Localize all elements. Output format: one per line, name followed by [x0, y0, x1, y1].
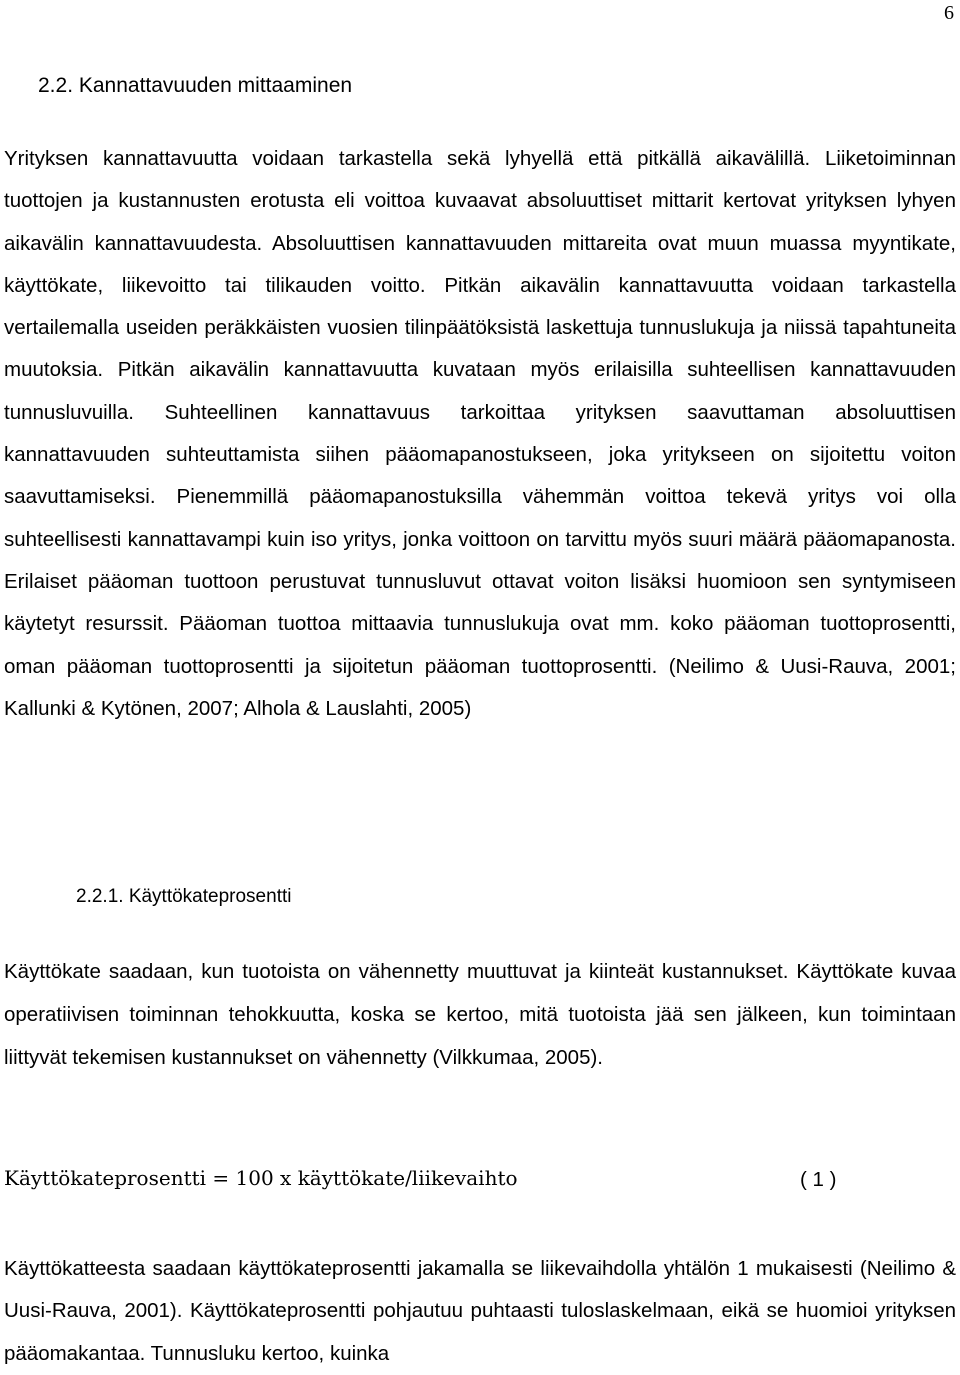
formula-number: ( 1 ) [800, 1168, 837, 1191]
section-paragraph: Yrityksen kannattavuutta voidaan tarkastella sekä lyhyellä että pitkällä aikavälillä. Liiketoiminnan tuottojen ja kustannusten erotusta eli voittoa kuvaavat absoluuttiset mittarit kertovat yrityksen lyhyen aikavälin kannattavuudesta. Absoluuttisen kannattavuuden mittareita ovat muun muassa myyntikate, käyttökate, liikevoitto tai tilikauden voitto. Pitkän aikavälin kannattavuutta voidaan tarkastella vertailemalla useiden peräkkäisten vuosien tilinpäätöksistä laskettuja tunnuslukuja ja niissä tapahtuneita muutoksia. Pitkän aikavälin kannattavuutta kuvataan myös erilaisilla suhteellisen kannattavuuden tunnusluvuilla. Suhteellinen kannattavuus tarkoittaa yrityksen saavuttaman absoluuttisen kannattavuuden suhteuttamista siihen pääomapanostukseen, joka yritykseen on sijoitettu voiton saavuttamiseksi. Pienemmillä pääomapanostuksilla vähemmän voittoa tekevä yritys voi olla suhteellisesti kannattavampi kuin iso yritys, jonka voittoon on tarvittu myös suuri määrä pääomapanosta. Erilaiset pääoman tuottoon perustuvat tunnusluvut ottavat voiton lisäksi huomioon sen syntymiseen käytetyt resurssit. Pääoman tuottoa mittaavia tunnuslukuja ovat mm. koko pääoman tuottoprosentti, oman pääoman tuottoprosentti ja sijoitetun pääoman tuottoprosentti. (Neilimo & Uusi-Rauva, 2001; Kallunki & Kytönen, 2007; Alhola & Lauslahti, 2005) [4, 147, 956, 720]
page-number: 6 [944, 2, 954, 24]
formula: Käyttökateprosentti = 100 x käyttökate/liikevaihto [4, 1166, 518, 1190]
subsection-heading: 2.2.1. Käyttökateprosentti [76, 886, 292, 907]
subsection-paragraph-1: Käyttökate saadaan, kun tuotoista on vähennetty muuttuvat ja kiinteät kustannukset. Käyttökate kuvaa operatiivisen toiminnan tehokkuutta, koska se kertoo, mitä tuotoista jää sen jälkeen, kun toimintaan liittyvät tekemisen kustannukset on vähennetty (Vilkkumaa, 2005). [4, 960, 956, 1069]
section-heading: 2.2. Kannattavuuden mittaaminen [38, 74, 353, 97]
subsection-paragraph-2: Käyttökatteesta saadaan käyttökateprosentti jakamalla se liikevaihdolla yhtälön 1 mukaisesti (Neilimo & Uusi-Rauva, 2001). Käyttökateprosentti pohjautuu puhtaasti tuloslaskelmaan, eikä se huomioi yrityksen pääomakantaa. Tunnusluku kertoo, kuinka [4, 1257, 956, 1365]
